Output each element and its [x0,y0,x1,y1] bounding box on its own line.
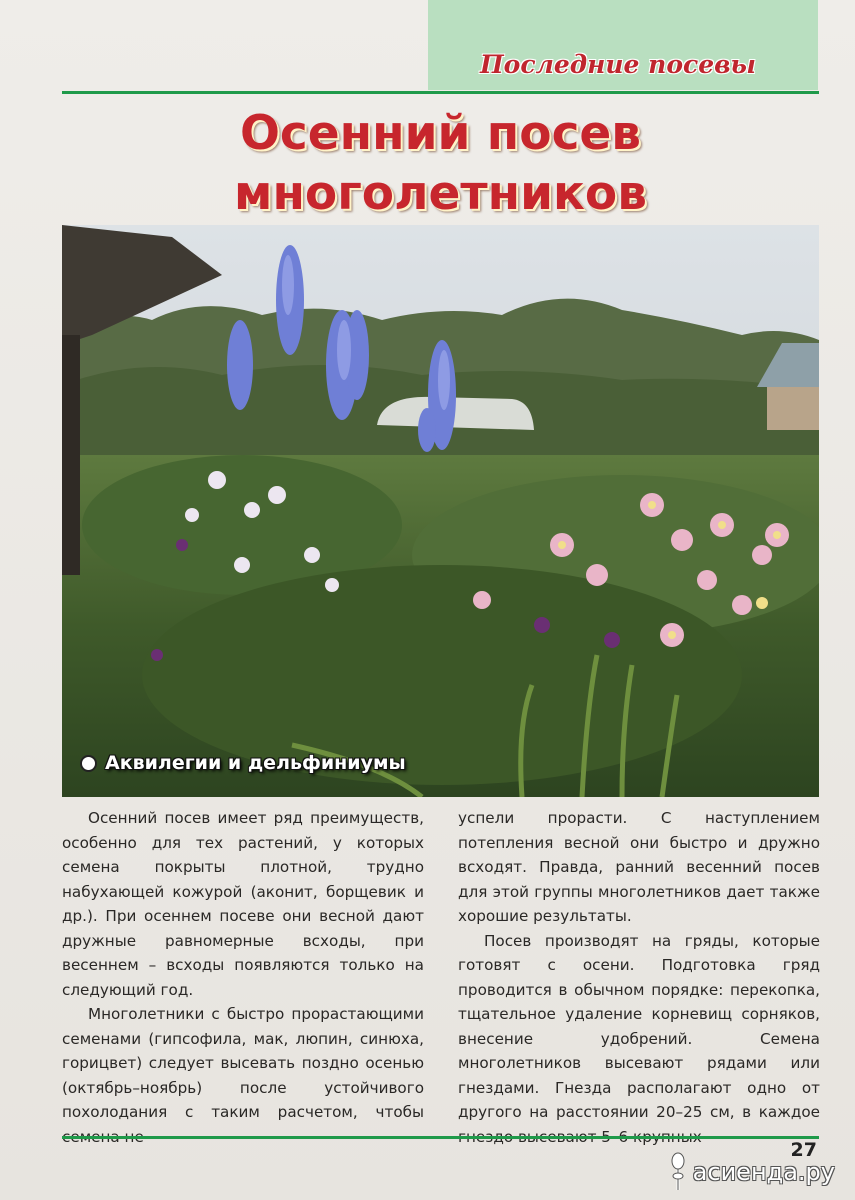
shed [767,385,819,430]
title-line-2: многолетников [234,166,647,221]
watermark-text: асиенда.ру [692,1158,835,1186]
bottom-divider [62,1136,819,1139]
bullet-icon [80,755,97,772]
house-wall [62,335,80,575]
paragraph: Осенний посев имеет ряд преимуществ, особенно для тех растений, у которых семена покрыты плотной, трудно набухающей кожурой (аконит, борщевик и др.). При осеннем посеве они весной дают дружные равномерные всходы, при весеннем – всходы появляются только на следующий год. [62,809,424,999]
seed-sprout-icon [667,1152,689,1192]
section-label: Последние посевы [480,50,756,79]
section-header-box [428,0,818,90]
article-title [62,104,819,224]
text-column-right [458,806,820,1149]
garden-photo-illustration [62,225,819,797]
text-column-left [62,806,424,1149]
paragraph: успели прорасти. С наступлением потепления весной они быстро и дружно всходят. Правда, ранний весенний посев для этой группы многолетников дает также хорошие результаты. [458,809,820,925]
paragraph: Многолетники с быстро прорастающими семенами (гипсофила, мак, люпин, синюха, горицвет) следует высевать поздно осенью (октябрь–ноябрь) после устойчивого похолодания с таким расчетом, чтобы [62,1005,424,1121]
photo-caption [80,752,406,774]
page-number: 27 [790,1139,817,1161]
photo-caption-text: Аквилегии и дельфиниумы [105,752,406,774]
garden-photo [62,225,819,797]
paragraph: Посев производят на гряды, которые готовят с осени. Подготовка гряд проводится в обычном порядке: перекопка, тщательное удаление корневищ сорняков, внесение удобрений. Семена многолетников высевают рядами или гнездами. Гнезда располагают одно от другого на расстоянии 20–25 см, в каждое [458,931,820,1121]
top-divider [62,91,819,94]
title-line-1: Осенний посев [239,106,642,161]
watermark [667,1152,835,1192]
